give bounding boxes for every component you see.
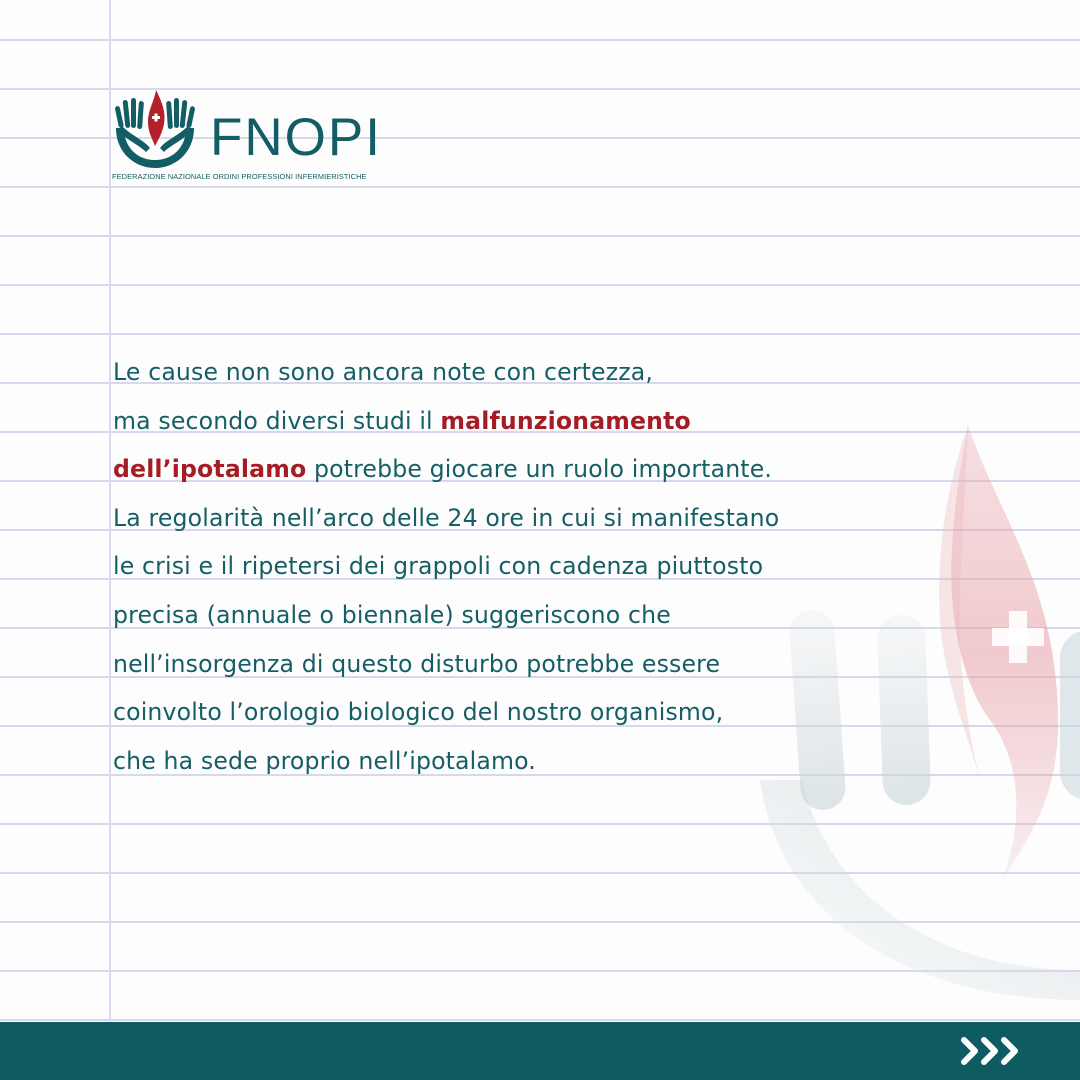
text-line-2 [113,397,973,446]
text-line-3-end: potrebbe giocare un ruolo importante. [306,455,773,484]
hands-flame-logo-icon [112,88,198,170]
fnopi-logo [112,88,412,188]
text-line-4: La regolarità nell’arco delle 24 ore in cui si manifestano [113,503,780,532]
text-line-9: che ha sede proprio nell’ipotalamo. [113,746,536,775]
text-line-1: Le cause non sono ancora note con certezza, [113,358,654,386]
text-line-3 [113,445,973,494]
footer-bar [0,1022,1080,1080]
logo-subtitle: FEDERAZIONE NAZIONALE ORDINI PROFESSIONI INFERMIERISTICHE [112,172,367,181]
text-line-5: le crisi e il ripetersi dei grappoli con cadenza piuttosto [113,552,764,581]
text-line-2-start: ma secondo diversi studi il [113,406,441,435]
margin-line [109,0,111,1022]
highlight-ipotalamo: dell’ipotalamo [113,455,307,484]
logo-wordmark: FNOPI [210,108,382,167]
text-line-7: nell’insorgenza di questo disturbo potrebbe essere [113,649,721,678]
highlight-malfunzionamento: malfunzionamento [440,406,691,435]
text-line-6: precisa (annuale o biennale) suggeriscono che [113,600,671,629]
text-line-8: coinvolto l’orologio biologico del nostro organismo, [113,698,724,727]
body-paragraph [113,348,973,785]
triple-chevron-right-icon[interactable] [958,1033,1024,1069]
